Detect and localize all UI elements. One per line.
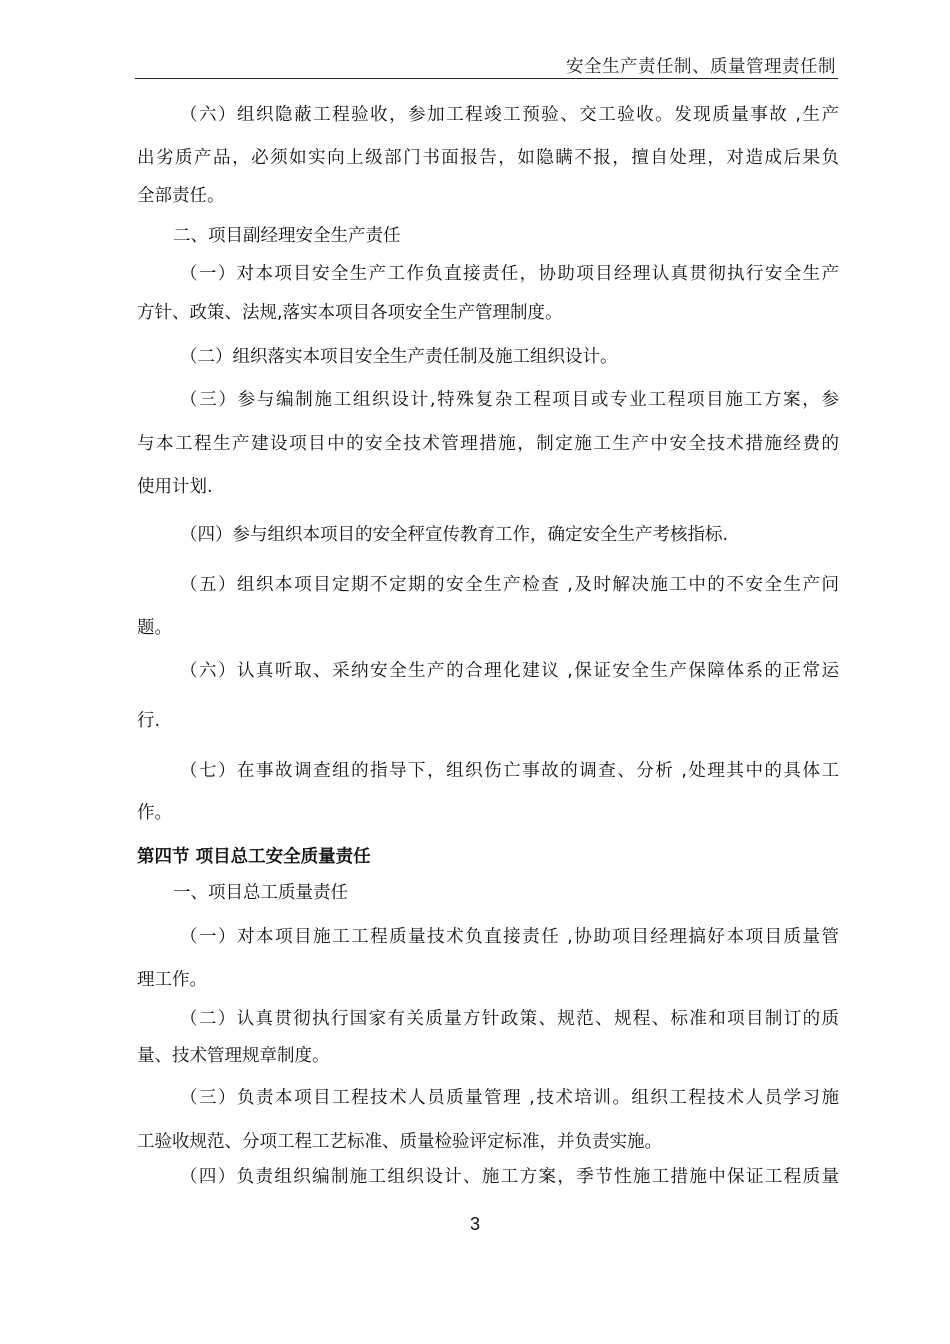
text-line: 行. (137, 711, 161, 731)
text-line: 出劣质产品，必须如实向上级部门书面报告，如隐瞒不报，擅自处理，对造成后果负 (137, 148, 839, 168)
text-line: 作。 (137, 803, 172, 823)
text-line: （三）参与编制施工组织设计,特殊复杂工程项目或专业工程项目施工方案，参 (180, 390, 839, 410)
text-line: （四）参与组织本项目的安全秤宣传教育工作，确定安全生产考核指标. (180, 525, 729, 545)
text-line: 理工作。 (137, 970, 207, 990)
text-line: 与本工程生产建设项目中的安全技术管理措施，制定施工生产中安全技术措施经费的 (137, 434, 839, 454)
text-line: 方针、政策、法规,落实本项目各项安全生产管理制度。 (137, 303, 563, 323)
page-header (135, 40, 838, 79)
text-line: 一、项目总工质量责任 (173, 883, 348, 903)
text-line: 使用计划. (137, 477, 213, 497)
text-line: （四）负责组织编制施工组织设计、施工方案，季节性施工措施中保证工程质量 (180, 1167, 839, 1187)
text-line: （一）对本项目安全生产工作负直接责任，协助项目经理认真贯彻执行安全生产 (180, 264, 839, 284)
text-line: （二）组织落实本项目安全生产责任制及施工组织设计。 (180, 347, 618, 367)
text-line: 二、项目副经理安全生产责任 (173, 226, 401, 246)
section-heading: 第四节 项目总工安全质量责任 (137, 847, 371, 867)
text-line: （五）组织本项目定期不定期的安全生产检查 ,及时解决施工中的不安全生产问 (180, 575, 839, 595)
text-line: （一）对本项目施工工程质量技术负直接责任 ,协助项目经理搞好本项目质量管 (180, 927, 839, 947)
header-title: 安全生产责任制、质量管理责任制 (566, 57, 836, 77)
text-line: 全部责任。 (137, 186, 225, 206)
text-line: （二）认真贯彻执行国家有关质量方针政策、规范、规程、标准和项目制订的质 (180, 1009, 839, 1029)
text-line: 工验收规范、分项工程工艺标准、质量检验评定标准，并负责实施。 (137, 1132, 662, 1152)
text-line: （七）在事故调查组的指导下，组织伤亡事故的调查、分析 ,处理其中的具体工 (180, 761, 839, 781)
text-line: 量、技术管理规章制度。 (137, 1046, 330, 1066)
page-number: 3 (469, 1214, 480, 1234)
text-line: （三）负责本项目工程技术人员质量管理 ,技术培训。组织工程技术人员学习施 (180, 1088, 839, 1108)
text-line: 题。 (137, 618, 172, 638)
text-line: （六）组织隐蔽工程验收，参加工程竣工预验、交工验收。发现质量事故 ,生产 (180, 105, 839, 125)
text-line: （六）认真听取、采纳安全生产的合理化建议 ,保证安全生产保障体系的正常运 (180, 661, 839, 681)
